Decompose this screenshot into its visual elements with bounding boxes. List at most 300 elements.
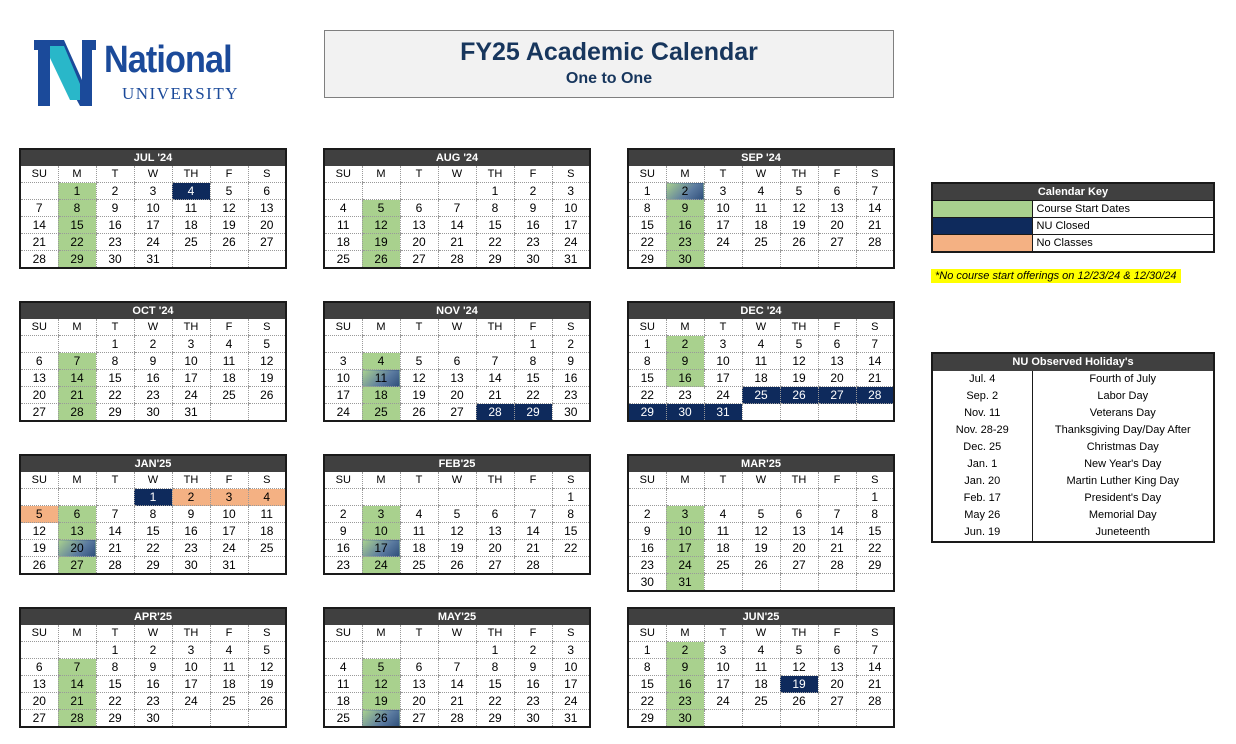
day-cell: 25 (362, 404, 400, 422)
day-cell: 7 (856, 336, 894, 353)
day-cell: 31 (134, 251, 172, 269)
empty-cell (818, 489, 856, 506)
day-cell: 6 (20, 659, 58, 676)
weekday-header: SU (20, 319, 58, 336)
day-cell: 3 (704, 642, 742, 659)
empty-cell (58, 642, 96, 659)
day-cell: 14 (476, 370, 514, 387)
day-cell: 27 (58, 557, 96, 575)
day-cell: 23 (666, 234, 704, 251)
day-cell: 3 (172, 336, 210, 353)
logo-wordmark: National (104, 39, 232, 81)
day-cell: 24 (704, 387, 742, 404)
day-cell: 20 (400, 234, 438, 251)
day-cell: 25 (742, 234, 780, 251)
day-cell: 1 (134, 489, 172, 506)
holiday-row (932, 507, 1214, 524)
holiday-row (932, 439, 1214, 456)
day-cell: 4 (248, 489, 286, 506)
calendar-key (931, 182, 1215, 253)
day-cell: 25 (324, 710, 362, 728)
day-cell: 19 (362, 234, 400, 251)
day-cell: 4 (742, 336, 780, 353)
day-cell: 13 (818, 353, 856, 370)
day-cell: 17 (172, 370, 210, 387)
day-cell: 16 (514, 676, 552, 693)
weekday-header: TH (172, 319, 210, 336)
weekday-header: M (58, 319, 96, 336)
day-cell: 7 (438, 200, 476, 217)
day-cell: 12 (248, 659, 286, 676)
weekday-header: M (362, 166, 400, 183)
day-cell: 10 (704, 200, 742, 217)
day-cell: 13 (400, 217, 438, 234)
day-cell: 10 (362, 523, 400, 540)
day-cell: 22 (96, 387, 134, 404)
day-cell: 6 (818, 183, 856, 200)
day-cell: 1 (58, 183, 96, 200)
day-cell: 19 (362, 693, 400, 710)
day-cell: 19 (210, 217, 248, 234)
day-cell: 17 (704, 676, 742, 693)
day-cell: 12 (780, 200, 818, 217)
day-cell: 3 (704, 183, 742, 200)
day-cell: 9 (324, 523, 362, 540)
day-cell: 31 (172, 404, 210, 422)
empty-cell (248, 710, 286, 728)
empty-cell (856, 404, 894, 422)
month-name: FEB'25 (324, 455, 590, 472)
day-cell: 9 (666, 659, 704, 676)
day-cell: 1 (628, 642, 666, 659)
day-cell: 21 (20, 234, 58, 251)
day-cell: 14 (58, 676, 96, 693)
weekday-header: W (438, 625, 476, 642)
weekday-header: TH (172, 625, 210, 642)
empty-cell (400, 336, 438, 353)
day-cell: 11 (742, 659, 780, 676)
weekday-header: SU (20, 166, 58, 183)
weekday-header: S (856, 625, 894, 642)
empty-cell (172, 251, 210, 269)
empty-cell (20, 183, 58, 200)
holiday-date: Jan. 20 (932, 473, 1032, 490)
day-cell: 22 (476, 234, 514, 251)
empty-cell (400, 489, 438, 506)
holiday-name: New Year's Day (1084, 458, 1162, 470)
day-cell: 25 (210, 693, 248, 710)
day-cell: 6 (818, 336, 856, 353)
day-cell: 14 (438, 676, 476, 693)
day-cell: 18 (210, 676, 248, 693)
day-cell: 9 (514, 200, 552, 217)
weekday-header: SU (628, 472, 666, 489)
weekday-header: F (514, 166, 552, 183)
day-cell: 28 (514, 557, 552, 575)
empty-cell (324, 489, 362, 506)
day-cell: 3 (704, 336, 742, 353)
day-cell: 13 (248, 200, 286, 217)
day-cell: 29 (628, 404, 666, 422)
day-cell: 9 (134, 659, 172, 676)
holiday-name: Veterans Day (1089, 407, 1156, 419)
day-cell: 2 (552, 336, 590, 353)
day-cell: 18 (400, 540, 438, 557)
day-cell: 23 (666, 693, 704, 710)
day-cell: 1 (476, 642, 514, 659)
holiday-row (932, 456, 1214, 473)
day-cell: 30 (172, 557, 210, 575)
weekday-header: F (818, 166, 856, 183)
day-cell: 7 (58, 353, 96, 370)
holiday-name: Thanksgiving Day/Day After (1054, 424, 1191, 436)
day-cell: 2 (134, 642, 172, 659)
empty-cell (400, 642, 438, 659)
day-cell: 15 (96, 370, 134, 387)
day-cell: 4 (704, 506, 742, 523)
empty-cell (324, 642, 362, 659)
day-cell: 19 (20, 540, 58, 557)
day-cell: 31 (666, 574, 704, 592)
month-calendar (323, 607, 591, 728)
day-cell: 1 (552, 489, 590, 506)
day-cell: 6 (438, 353, 476, 370)
weekday-header: SU (324, 625, 362, 642)
day-cell: 15 (552, 523, 590, 540)
day-cell: 21 (818, 540, 856, 557)
month-calendar (19, 148, 287, 269)
day-cell: 28 (818, 557, 856, 574)
day-cell: 7 (856, 642, 894, 659)
weekday-header: TH (172, 166, 210, 183)
weekday-header: W (438, 319, 476, 336)
weekday-header: W (134, 625, 172, 642)
day-cell: 25 (248, 540, 286, 557)
day-cell: 26 (780, 387, 818, 404)
day-cell: 9 (666, 200, 704, 217)
day-cell: 1 (514, 336, 552, 353)
day-cell: 24 (172, 387, 210, 404)
weekday-header: SU (628, 319, 666, 336)
holiday-date: Jul. 4 (932, 371, 1032, 388)
day-cell: 28 (476, 404, 514, 422)
day-cell: 23 (134, 387, 172, 404)
day-cell: 28 (58, 404, 96, 422)
weekday-header: T (96, 625, 134, 642)
day-cell: 12 (438, 523, 476, 540)
day-cell: 25 (324, 251, 362, 269)
day-cell: 6 (20, 353, 58, 370)
month-name: APR'25 (20, 608, 286, 625)
day-cell: 19 (780, 676, 818, 693)
day-cell: 21 (58, 387, 96, 404)
day-cell: 4 (210, 642, 248, 659)
logo-subtitle: UNIVERSITY (122, 84, 239, 103)
day-cell: 16 (514, 217, 552, 234)
day-cell: 9 (552, 353, 590, 370)
day-cell: 27 (248, 234, 286, 251)
day-cell: 23 (666, 387, 704, 404)
day-cell: 21 (438, 693, 476, 710)
day-cell: 18 (172, 217, 210, 234)
month-name: JUL '24 (20, 149, 286, 166)
day-cell: 22 (628, 234, 666, 251)
weekday-header: F (210, 166, 248, 183)
empty-cell (362, 642, 400, 659)
day-cell: 18 (704, 540, 742, 557)
day-cell: 5 (400, 353, 438, 370)
day-cell: 12 (780, 353, 818, 370)
weekday-header: S (248, 166, 286, 183)
day-cell: 20 (20, 693, 58, 710)
day-cell: 5 (780, 336, 818, 353)
day-cell: 10 (172, 353, 210, 370)
day-cell: 27 (20, 710, 58, 728)
month-calendar (19, 607, 287, 728)
day-cell: 16 (172, 523, 210, 540)
day-cell: 29 (476, 710, 514, 728)
weekday-header: S (552, 625, 590, 642)
weekday-header: W (438, 166, 476, 183)
day-cell: 11 (400, 523, 438, 540)
day-cell: 30 (514, 251, 552, 269)
day-cell: 1 (96, 336, 134, 353)
day-cell: 18 (210, 370, 248, 387)
weekday-header: W (742, 166, 780, 183)
day-cell: 6 (58, 506, 96, 523)
weekday-header: F (210, 319, 248, 336)
day-cell: 14 (58, 370, 96, 387)
weekday-header: F (514, 472, 552, 489)
weekday-header: W (134, 319, 172, 336)
day-cell: 15 (58, 217, 96, 234)
day-cell: 30 (628, 574, 666, 592)
day-cell: 5 (362, 659, 400, 676)
day-cell: 5 (362, 200, 400, 217)
day-cell: 2 (628, 506, 666, 523)
holiday-date: Nov. 11 (932, 405, 1032, 422)
empty-cell (20, 489, 58, 506)
day-cell: 8 (628, 200, 666, 217)
empty-cell (742, 574, 780, 592)
weekday-header: SU (324, 472, 362, 489)
day-cell: 27 (476, 557, 514, 575)
day-cell: 17 (704, 217, 742, 234)
day-cell: 25 (400, 557, 438, 575)
day-cell: 29 (514, 404, 552, 422)
holiday-date: Jun. 19 (932, 524, 1032, 542)
day-cell: 9 (666, 353, 704, 370)
day-cell: 24 (552, 234, 590, 251)
day-cell: 4 (324, 659, 362, 676)
day-cell: 15 (134, 523, 172, 540)
day-cell: 21 (856, 370, 894, 387)
day-cell: 26 (210, 234, 248, 251)
day-cell: 4 (742, 642, 780, 659)
weekday-header: F (514, 319, 552, 336)
day-cell: 3 (362, 506, 400, 523)
day-cell: 2 (514, 642, 552, 659)
weekday-header: T (704, 166, 742, 183)
month-calendar (323, 454, 591, 575)
day-cell: 8 (96, 353, 134, 370)
empty-cell (362, 336, 400, 353)
weekday-header: TH (476, 319, 514, 336)
month-name: JUN'25 (628, 608, 894, 625)
weekday-header: SU (324, 319, 362, 336)
day-cell: 30 (134, 710, 172, 728)
day-cell: 15 (96, 676, 134, 693)
day-cell: 13 (818, 659, 856, 676)
empty-cell (704, 489, 742, 506)
weekday-header: W (134, 166, 172, 183)
day-cell: 18 (742, 217, 780, 234)
day-cell: 14 (96, 523, 134, 540)
empty-cell (438, 336, 476, 353)
day-cell: 8 (476, 659, 514, 676)
day-cell: 2 (134, 336, 172, 353)
weekday-header: M (666, 625, 704, 642)
day-cell: 28 (438, 251, 476, 269)
day-cell: 26 (780, 693, 818, 710)
day-cell: 3 (210, 489, 248, 506)
empty-cell (552, 557, 590, 575)
day-cell: 17 (210, 523, 248, 540)
day-cell: 11 (362, 370, 400, 387)
empty-cell (856, 574, 894, 592)
weekday-header: TH (780, 166, 818, 183)
day-cell: 13 (58, 523, 96, 540)
key-label-start: Course Start Dates (1032, 201, 1214, 218)
weekday-header: T (96, 166, 134, 183)
day-cell: 24 (172, 693, 210, 710)
holiday-row (932, 524, 1214, 542)
empty-cell (20, 336, 58, 353)
weekday-header: S (248, 625, 286, 642)
day-cell: 5 (742, 506, 780, 523)
empty-cell (248, 251, 286, 269)
day-cell: 11 (248, 506, 286, 523)
day-cell: 17 (666, 540, 704, 557)
month-name: SEP '24 (628, 149, 894, 166)
month-calendar (323, 301, 591, 422)
day-cell: 20 (58, 540, 96, 557)
day-cell: 4 (362, 353, 400, 370)
empty-cell (58, 336, 96, 353)
day-cell: 14 (514, 523, 552, 540)
empty-cell (210, 404, 248, 422)
day-cell: 28 (58, 710, 96, 728)
day-cell: 11 (172, 200, 210, 217)
day-cell: 31 (704, 404, 742, 422)
day-cell: 31 (552, 251, 590, 269)
day-cell: 15 (628, 676, 666, 693)
day-cell: 24 (666, 557, 704, 574)
day-cell: 22 (628, 387, 666, 404)
day-cell: 16 (96, 217, 134, 234)
calendar-key-title: Calendar Key (932, 183, 1214, 201)
day-cell: 11 (742, 353, 780, 370)
day-cell: 2 (514, 183, 552, 200)
empty-cell (362, 183, 400, 200)
day-cell: 17 (324, 387, 362, 404)
day-cell: 14 (856, 353, 894, 370)
empty-cell (438, 489, 476, 506)
day-cell: 2 (96, 183, 134, 200)
day-cell: 21 (438, 234, 476, 251)
day-cell: 11 (704, 523, 742, 540)
weekday-header: F (210, 625, 248, 642)
day-cell: 28 (856, 234, 894, 251)
day-cell: 24 (704, 693, 742, 710)
day-cell: 14 (856, 659, 894, 676)
day-cell: 11 (324, 676, 362, 693)
day-cell: 10 (704, 353, 742, 370)
weekday-header: T (704, 319, 742, 336)
day-cell: 19 (780, 217, 818, 234)
day-cell: 10 (134, 200, 172, 217)
empty-cell (704, 710, 742, 728)
page-title: FY25 Academic Calendar (460, 38, 758, 66)
weekday-header: F (514, 625, 552, 642)
day-cell: 5 (438, 506, 476, 523)
day-cell: 2 (172, 489, 210, 506)
day-cell: 14 (438, 217, 476, 234)
day-cell: 1 (476, 183, 514, 200)
day-cell: 6 (780, 506, 818, 523)
day-cell: 18 (324, 234, 362, 251)
day-cell: 27 (400, 710, 438, 728)
day-cell: 28 (96, 557, 134, 575)
weekday-header: M (362, 625, 400, 642)
day-cell: 25 (742, 693, 780, 710)
key-label-noclass: No Classes (1032, 235, 1214, 253)
day-cell: 22 (134, 540, 172, 557)
empty-cell (818, 404, 856, 422)
day-cell: 9 (96, 200, 134, 217)
weekday-header: T (704, 472, 742, 489)
day-cell: 25 (172, 234, 210, 251)
day-cell: 18 (362, 387, 400, 404)
empty-cell (248, 404, 286, 422)
day-cell: 18 (324, 693, 362, 710)
empty-cell (818, 574, 856, 592)
day-cell: 7 (20, 200, 58, 217)
day-cell: 25 (742, 387, 780, 404)
holiday-table (931, 352, 1215, 543)
holiday-table-title: NU Observed Holiday's (932, 353, 1214, 371)
day-cell: 20 (818, 676, 856, 693)
empty-cell (704, 574, 742, 592)
day-cell: 12 (210, 200, 248, 217)
day-cell: 7 (438, 659, 476, 676)
weekday-header: M (58, 625, 96, 642)
title-banner (324, 30, 894, 98)
day-cell: 2 (666, 183, 704, 200)
day-cell: 28 (20, 251, 58, 269)
day-cell: 11 (742, 200, 780, 217)
empty-cell (96, 489, 134, 506)
weekday-header: S (552, 319, 590, 336)
empty-cell (704, 251, 742, 269)
empty-cell (172, 710, 210, 728)
empty-cell (248, 557, 286, 575)
day-cell: 28 (856, 693, 894, 710)
day-cell: 9 (514, 659, 552, 676)
day-cell: 20 (438, 387, 476, 404)
day-cell: 16 (666, 676, 704, 693)
day-cell: 23 (324, 557, 362, 575)
